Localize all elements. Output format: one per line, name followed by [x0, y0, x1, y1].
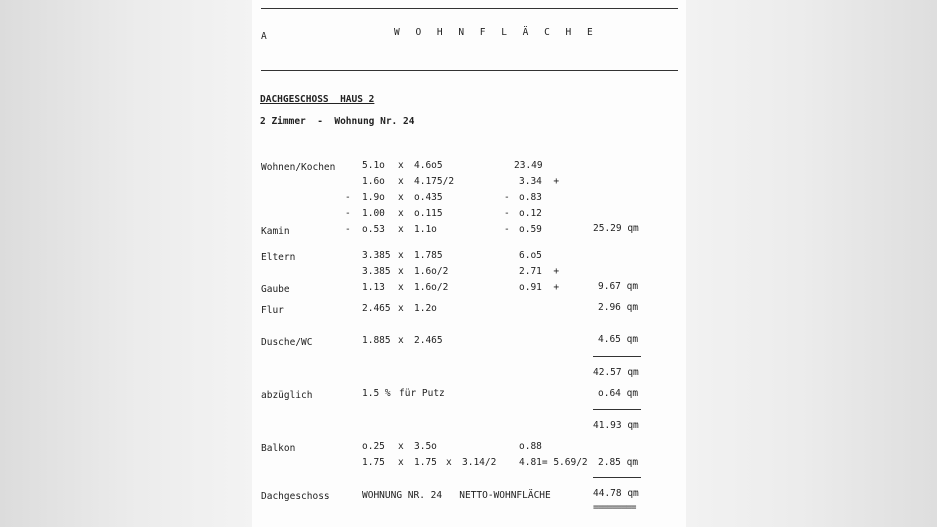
measure-b: 1.75 [414, 457, 437, 468]
label-abzueglich: abzüglich [261, 390, 313, 401]
result-value: o.88 [519, 441, 542, 452]
measure-b: 1.785 [414, 250, 443, 261]
result-value: 3.34 + [519, 176, 560, 187]
measure-a: 1.13 [362, 282, 385, 293]
measure-b: 3.5o [414, 441, 437, 452]
result-minus-sign: - [504, 208, 510, 219]
subtotal-value: 2.85 qm [598, 457, 639, 468]
net-area-caption: WOHNUNG NR. 24 NETTO-WOHNFLÄCHE [362, 490, 551, 501]
top-rule [261, 8, 678, 9]
total-value: 44.78 qm [593, 488, 639, 499]
subtotal-value: 25.29 qm [593, 223, 639, 234]
deduction-value: o.64 qm [598, 388, 639, 399]
section-title: DACHGESCHOSS HAUS 2 [260, 94, 375, 105]
measure-c: 3.14/2 [462, 457, 497, 468]
measure-a: 1.00 [362, 208, 385, 219]
label-kamin: Kamin [261, 226, 290, 237]
header-bottom-rule [261, 70, 678, 71]
background-right [686, 0, 937, 527]
measure-b: 4.175/2 [414, 176, 455, 187]
result-value: o.83 [519, 192, 542, 203]
measure-b: 4.6o5 [414, 160, 443, 171]
measure-b: 1.6o/2 [414, 282, 449, 293]
label-gaube: Gaube [261, 284, 290, 295]
double-underline: ========= [593, 502, 636, 513]
measure-b: 2.465 [414, 335, 443, 346]
result-value: 23.49 [514, 160, 543, 171]
page-title: W O H N F L Ä C H E [394, 27, 598, 38]
label-flur: Flur [261, 305, 284, 316]
times-sign: x [398, 208, 404, 219]
minus-sign: - [345, 208, 351, 219]
result-minus-sign: - [504, 192, 510, 203]
result-value: 2.71 + [519, 266, 560, 277]
percent-value: 1.5 % [362, 388, 391, 399]
measure-a: o.25 [362, 441, 385, 452]
sum-value: 42.57 qm [593, 367, 639, 378]
subtotal-value: 9.67 qm [598, 281, 639, 292]
minus-sign: - [345, 192, 351, 203]
times-sign: x [398, 250, 404, 261]
times-sign: x [398, 282, 404, 293]
times-sign: x [446, 457, 452, 468]
subtotal-value: 2.96 qm [598, 302, 639, 313]
result-minus-sign: - [504, 224, 510, 235]
times-sign: x [398, 224, 404, 235]
label-eltern: Eltern [261, 252, 296, 263]
measure-b: o.435 [414, 192, 443, 203]
sum-value: 41.93 qm [593, 420, 639, 431]
measure-a: o.53 [362, 224, 385, 235]
measure-a: 1.75 [362, 457, 385, 468]
measure-b: 1.2o [414, 303, 437, 314]
section-subtitle: 2 Zimmer - Wohnung Nr. 24 [260, 116, 415, 127]
measure-b: 1.6o/2 [414, 266, 449, 277]
sum-rule [593, 477, 641, 478]
measure-a: 1.885 [362, 335, 391, 346]
times-sign: x [398, 192, 404, 203]
result-value: o.59 [519, 224, 542, 235]
label-dusche-wc: Dusche/WC [261, 337, 313, 348]
measure-b: 1.1o [414, 224, 437, 235]
label-dachgeschoss: Dachgeschoss [261, 491, 330, 502]
times-sign: x [398, 160, 404, 171]
minus-sign: - [345, 224, 351, 235]
measure-a: 3.385 [362, 266, 391, 277]
sum-rule [593, 409, 641, 410]
times-sign: x [398, 176, 404, 187]
sum-rule [593, 356, 641, 357]
measure-b: o.115 [414, 208, 443, 219]
times-sign: x [398, 335, 404, 346]
measure-a: 2.465 [362, 303, 391, 314]
subtotal-value: 4.65 qm [598, 334, 639, 345]
times-sign: x [398, 457, 404, 468]
header-letter: A [261, 31, 267, 42]
measure-a: 3.385 [362, 250, 391, 261]
deduction-note: für Putz [399, 388, 445, 399]
label-balkon: Balkon [261, 443, 296, 454]
background-left [0, 0, 252, 527]
document-page [252, 0, 686, 527]
measure-a: 1.9o [362, 192, 385, 203]
label-wohnen-kochen: Wohnen/Kochen [261, 162, 336, 173]
measure-a: 1.6o [362, 176, 385, 187]
times-sign: x [398, 266, 404, 277]
measure-a: 5.1o [362, 160, 385, 171]
result-value: 4.81= 5.69/2 [519, 457, 588, 468]
result-value: 6.o5 [519, 250, 542, 261]
result-value: o.12 [519, 208, 542, 219]
result-value: o.91 + [519, 282, 560, 293]
times-sign: x [398, 441, 404, 452]
times-sign: x [398, 303, 404, 314]
